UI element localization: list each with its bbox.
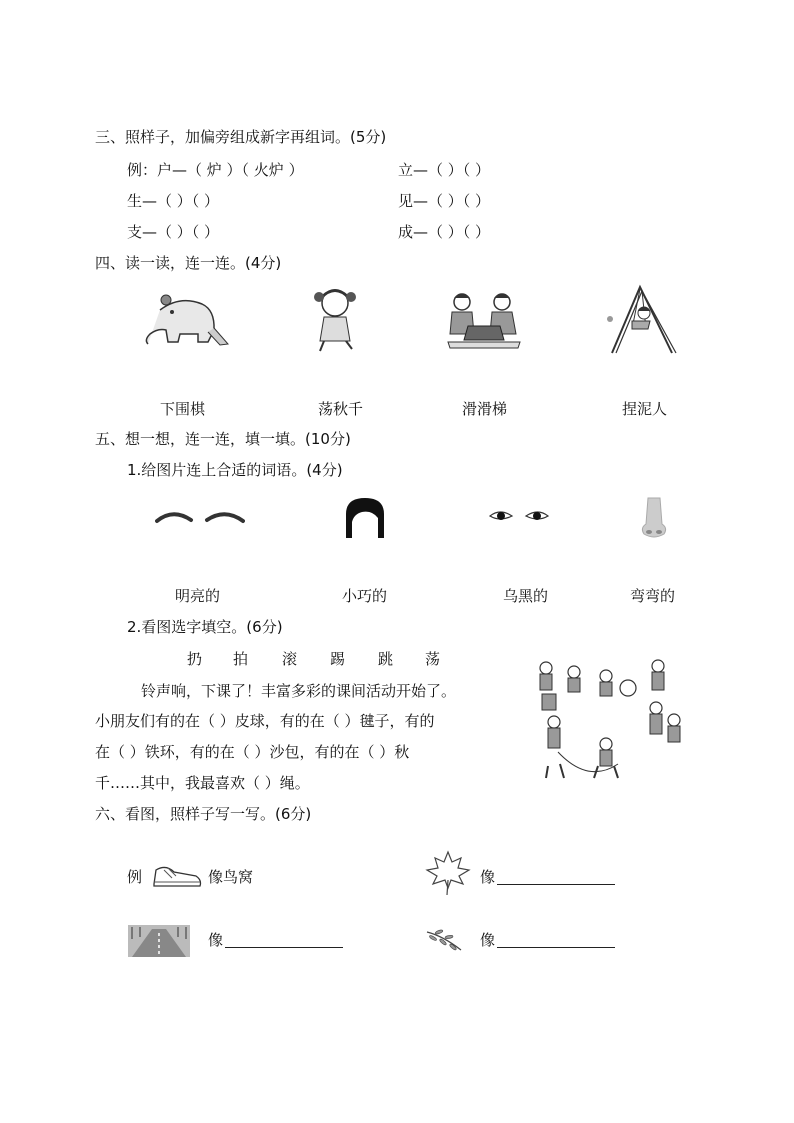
girl-on-swing-picture [602,283,680,355]
section5-q1-label-3: 乌黑的 [503,587,549,605]
section4-label-3: 滑滑梯 [462,400,508,418]
leaf-answer-line[interactable] [497,870,615,885]
section4-heading: 四、读一读，连一连。(4分) [95,254,282,272]
choice-4: 踢 [330,650,346,668]
section5-q1-title: 1.给图片连上合适的词语。(4分) [127,461,343,479]
willow-branch-picture [425,928,463,952]
willow-prompt [480,933,615,948]
road-picture [128,925,190,957]
section5-q1-label-2: 小巧的 [342,587,388,605]
section4-label-2: 荡秋千 [318,400,364,418]
section3-heading: 三、照样子，加偏旁组成新字再组词。(5分) [95,128,387,146]
road-prompt-text: 像 [208,931,224,949]
section6-heading: 六、看图，照样子写一写。(6分) [95,805,312,823]
eyes-picture [488,508,550,524]
leaf-prompt-text: 像 [480,868,496,886]
leaf-prompt [480,870,615,885]
section3-example: 例：户—（ 炉 ）（ 火炉 ） [127,161,304,179]
girl-on-phone-picture [310,285,360,353]
passage-line-3: 在（ ）铁环，有的在（ ）沙包，有的在（ ）秋 [95,743,410,761]
willow-prompt-text: 像 [480,931,496,949]
section3-item-3: 见—（ ）（ ） [398,192,491,210]
passage-line-1: 铃声响，下课了！丰富多彩的课间活动开始了。 [141,682,457,700]
choice-6: 荡 [425,650,441,668]
willow-answer-line[interactable] [497,933,615,948]
passage-line-2: 小朋友们有的在（ ）皮球，有的在（ ）毽子，有的 [95,712,435,730]
choice-1: 扔 [187,650,203,668]
road-answer-line[interactable] [225,933,343,948]
kids-playing-picture [528,656,688,786]
elephant-slide-picture [140,290,230,348]
section5-q2-title: 2.看图选字填空。(6分) [127,618,283,636]
choice-3: 滚 [282,650,298,668]
choice-2: 拍 [233,650,249,668]
section5-q1-label-1: 明亮的 [175,587,221,605]
maple-leaf-picture [425,850,471,896]
example-label: 例 [127,868,143,886]
black-hair-picture [342,496,388,540]
section5-q1-label-4: 弯弯的 [630,587,676,605]
section3-item-1: 立—（ ）（ ） [398,161,491,179]
section3-item-5: 成—（ ）（ ） [398,223,491,241]
choice-5: 跳 [378,650,394,668]
boys-playing-chess-picture [444,290,522,352]
example-answer: 像鸟窝 [208,868,254,886]
sneaker-picture [150,862,202,890]
section3-item-4: 支—（ ）（ ） [127,223,220,241]
nose-picture [638,496,670,540]
section5-heading: 五、想一想，连一连，填一填。(10分) [95,430,351,448]
passage-line-4: 千……其中，我最喜欢（ ）绳。 [95,774,310,792]
section3-item-2: 生—（ ）（ ） [127,192,220,210]
eyebrows-picture [155,508,245,524]
section4-label-4: 捏泥人 [622,400,668,418]
road-prompt [208,933,343,948]
section4-label-1: 下围棋 [160,400,206,418]
